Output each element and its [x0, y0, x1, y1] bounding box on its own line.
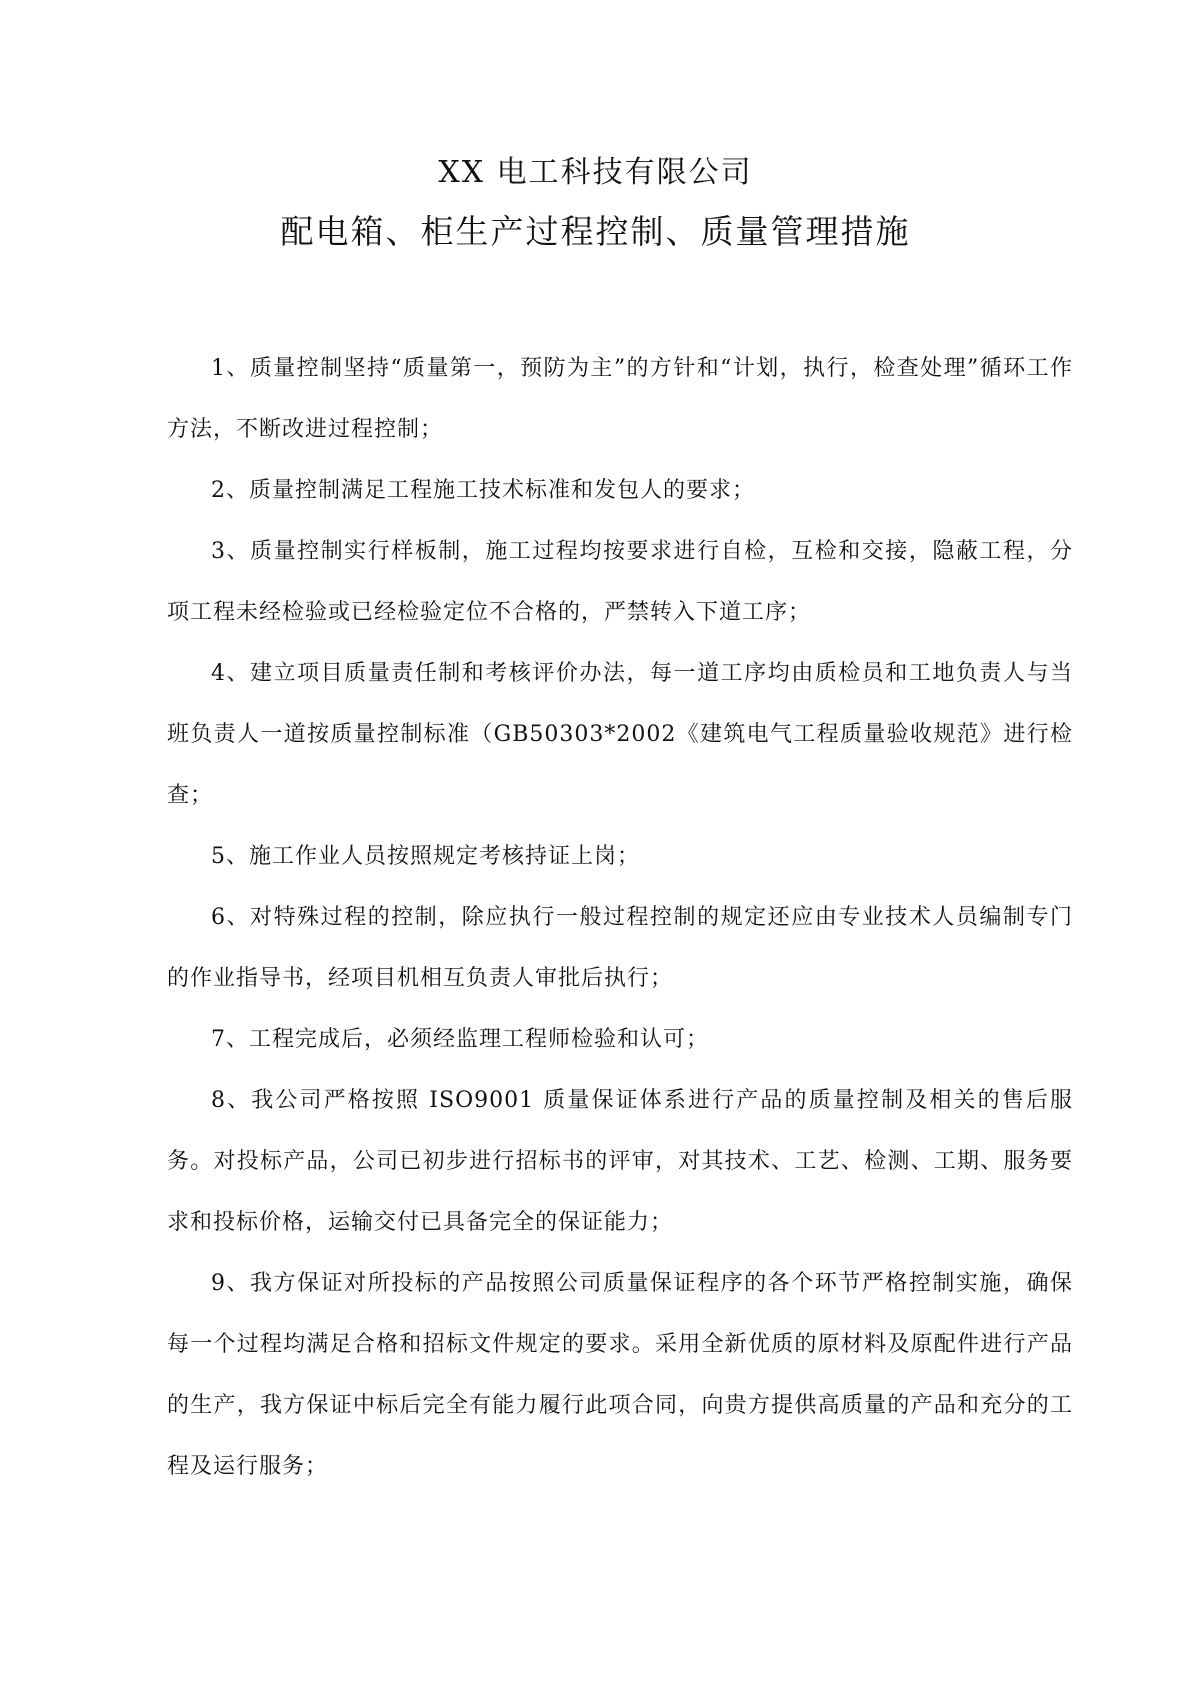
paragraph-1: 1、质量控制坚持“质量第一，预防为主”的方针和“计划，执行，检查处理”循环工作方法，不断改进过程控制； — [167, 356, 1073, 442]
paragraph-6: 6、对特殊过程的控制，除应执行一般过程控制的规定还应由专业技术人员编制专门的作业指导书，经项目机相互负责人审批后执行； — [167, 905, 1073, 991]
paragraph-5: 5、施工作业人员按照规定考核持证上岗； — [211, 844, 640, 869]
paragraph-2: 2、质量控制满足工程施工技术标准和发包人的要求； — [211, 478, 755, 503]
paragraph-3: 3、质量控制实行样板制，施工过程均按要求进行自检，互检和交接，隐蔽工程，分项工程未经检验或已经检验定位不合格的，严禁转入下道工序； — [167, 539, 1073, 625]
paragraph-4: 4、建立项目质量责任制和考核评价办法，每一道工序均由质检员和工地负责人与当班负责人一道按质量控制标准（GB50303*2002《建筑电气工程质量验收规范》进行检查； — [167, 661, 1073, 808]
paragraph-7: 7、工程完成后，必须经监理工程师检验和认可； — [211, 1027, 709, 1052]
paragraph-8: 8、我公司严格按照 ISO9001 质量保证体系进行产品的质量控制及相关的售后服务。对投标产品，公司已初步进行招标书的评审，对其技术、工艺、检测、工期、服务要求和投标价格，运输交付已具备完全的保证能力； — [167, 1088, 1073, 1235]
document-body — [167, 338, 1073, 1497]
company-name: XX 电工科技有限公司 — [438, 155, 753, 190]
document-title: 配电箱、柜生产过程控制、质量管理措施 — [280, 212, 911, 251]
paragraph-9: 9、我方保证对所投标的产品按照公司质量保证程序的各个环节严格控制实施，确保每一个过程均满足合格和招标文件规定的要求。采用全新优质的原材料及原配件进行产品的生产，我方保证中标后完全有能力履行此项合同，向贵方提供高质量的产品和充分的工程及运行服务； — [167, 1271, 1073, 1479]
